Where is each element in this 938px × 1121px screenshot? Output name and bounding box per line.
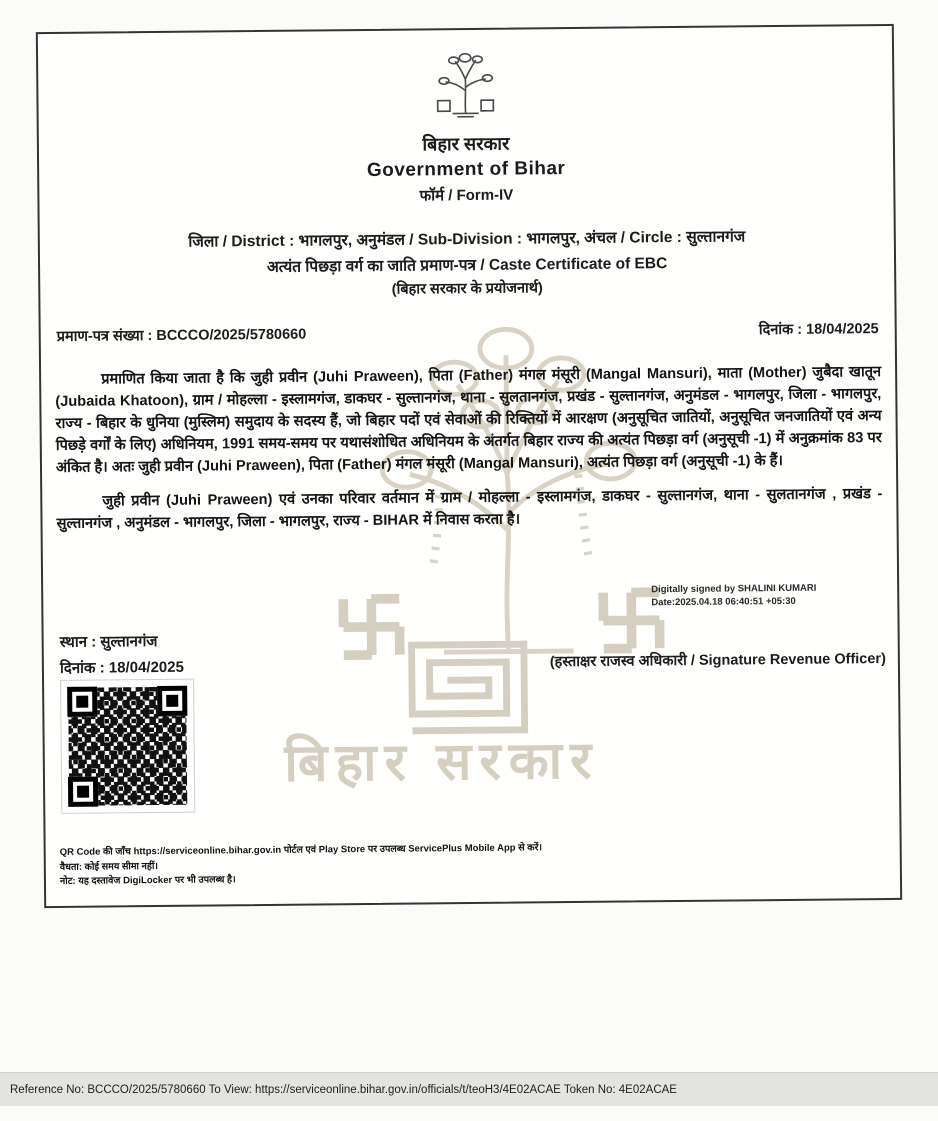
district-line: जिला / District : भागलपुर, अनुमंडल / Sub-Division : भागलपुर, अंचल / Circle : सुल्तानगंज (188, 228, 746, 251)
body-paragraph-1: प्रमाणित किया जाता है कि जुही प्रवीन (Juhi Praween), पिता (Father) मंगल मंसूरी (Mangal Mansuri), माता (Mother) जुबैदा खातून (Jubaida Khatoon), ग्राम / मोहल्ला - इस्लामगंज, डाकघर - सुल्तानगंज, थाना - सुलतानगंज, प्रखंड - सुल्तानगंज, अनुमंडल - भागलपुर, जिला - भागलपुर, राज्य - बिहार के धुनिया (मुस्लिम) समुदाय के सदस्य हैं, जो बिहार पदों एवं सेवाओं की रिक्तियों में आरक्षण (अनुसूचित जातियों, अनुसूचित जनजातियों एवं अन्य पिछड़े वर्गों के लिए) अधिनियम, 1991 समय-समय पर यथासंशोधित अधिनियम के अंतर्गत बिहार राज्य की अत्यंत पिछड़ा वर्ग (अनुसूची -1) में अनुक्रमांक 83 पर अंकित है। अतः जुही प्रवीन (Juhi Praween), पिता (Father) मंगल मंसूरी (Mangal Mansuri), अत्यंत पिछड़ा वर्ग (अनुसूची -1) के हैं। (55, 364, 882, 476)
digital-signature-block (651, 582, 871, 610)
form-number: फॉर्म / Form-IV (419, 186, 514, 205)
org-name-english: Government of Bihar (366, 158, 566, 181)
footnotes (60, 841, 543, 890)
qr-verification-note: QR Code की जाँच https://serviceonline.bihar.gov.in पोर्टल एवं Play Store पर उपलब्ध ServicePlus Mobile App से करें। (59, 842, 543, 858)
footer-reference-bar (0, 1072, 938, 1106)
qr-code (60, 679, 195, 814)
bihar-emblem-icon (423, 48, 508, 121)
certificate-border (36, 24, 902, 908)
footer-reference-text: Reference No: BCCCO/2025/5780660 To View: https://serviceonline.bihar.gov.in/officials/t/teoH3/4E02ACAE Token No: 4E02ACAE (10, 1083, 677, 1096)
qr-finder-bottom-left (68, 777, 98, 807)
qr-code-pattern (68, 687, 187, 806)
digital-signature-line1: Digitally signed by SHALINI KUMARI (651, 582, 817, 596)
body-paragraph-2: जुही प्रवीन (Juhi Praween) एवं उनका परिवार वर्तमान में ग्राम / मोहल्ला - इस्लामगंज, डाकघर - सुल्तानगंज, थाना - सुलतानगंज , प्रखंड - सुल्तानगंज , अनुमंडल - भागलपुर, जिला - भागलपुर, राज्य - BIHAR में निवास करता है। (56, 486, 883, 533)
validity-note: वैधता: कोई समय सीमा नहीं। (59, 860, 159, 873)
certificate-subtitle: (बिहार सरकार के प्रयोजनार्थ) (391, 280, 543, 298)
certificate-content (38, 26, 900, 906)
qr-finder-top-right (157, 686, 187, 716)
watermark-text: बिहार सरकार (284, 731, 600, 793)
certificate-header (38, 26, 895, 302)
meta-row (41, 318, 895, 346)
digital-signature-line2: Date:2025.04.18 06:40:51 +05:30 (651, 595, 796, 609)
digilocker-note: नोट: यह दस्तावेज DigiLocker पर भी उपलब्ध है। (59, 874, 236, 888)
certificate-number: प्रमाण-पत्र संख्या : BCCCO/2025/5780660 (56, 326, 307, 345)
qr-finder-top-left (67, 687, 97, 717)
signature-date-line: दिनांक : 18/04/2025 (59, 658, 184, 677)
certificate-title: अत्यंत पिछड़ा वर्ग का जाति प्रमाण-पत्र / Caste Certificate of EBC (266, 255, 668, 276)
revenue-officer-signature-label: (हस्ताक्षर राजस्व अधिकारी / Signature Revenue Officer) (549, 651, 886, 671)
certificate-date: दिनांक : 18/04/2025 (758, 321, 879, 339)
org-name-hindi: बिहार सरकार (422, 133, 510, 155)
place-line: स्थान : सुल्तानगंज (59, 632, 158, 651)
